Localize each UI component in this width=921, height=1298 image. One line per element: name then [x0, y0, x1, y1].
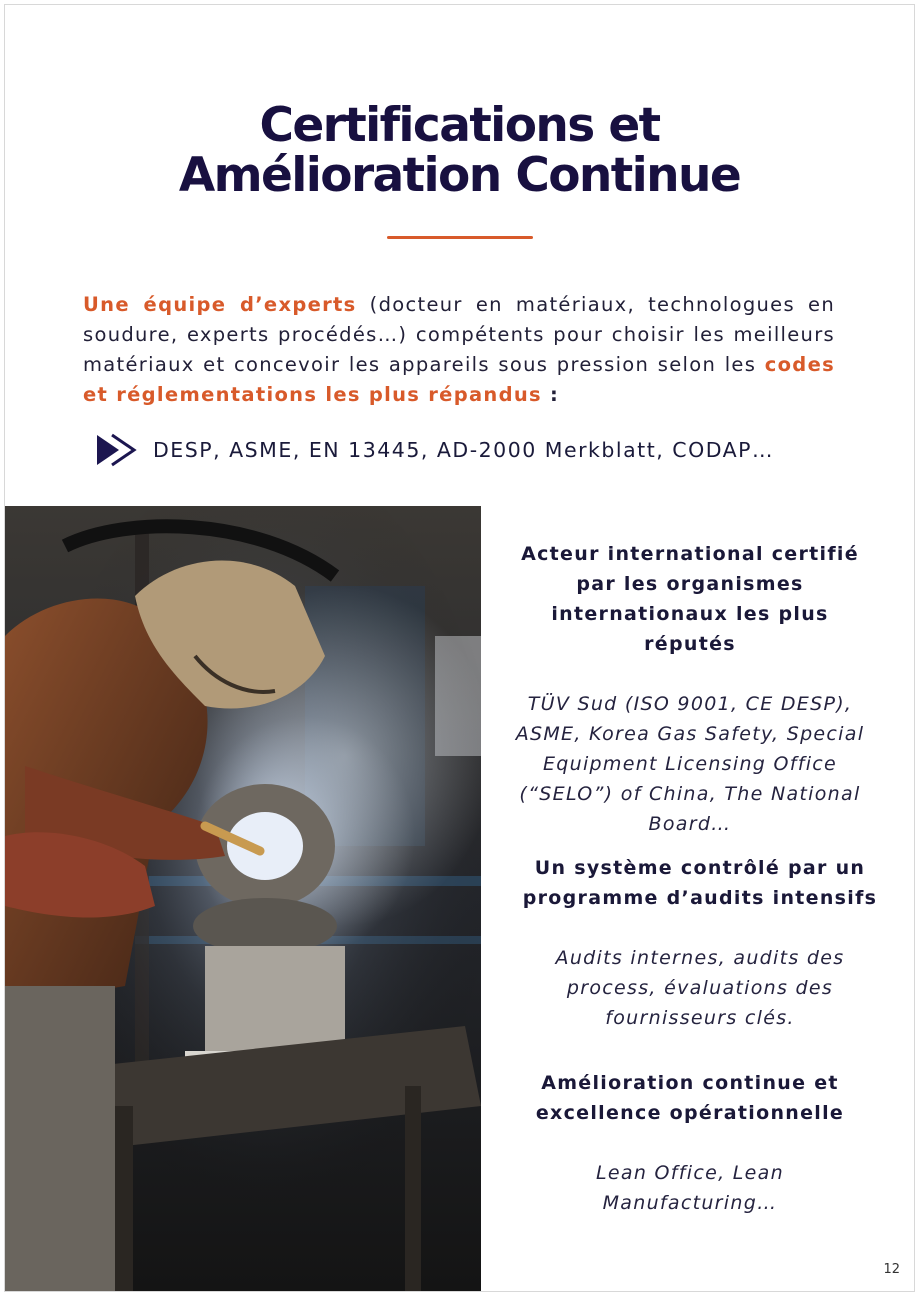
section-1-text: TÜV Sud (ISO 9001, CE DESP), ASME, Korea Gas Safety, Special Equipment Licensing Office (“SELO”) of China, The National Board… — [515, 693, 865, 835]
section-2 — [515, 853, 885, 1033]
page-title — [5, 98, 914, 203]
document-page — [4, 4, 915, 1292]
title-divider — [387, 236, 533, 239]
page-title-line-2: Amélioration Continue — [178, 148, 741, 203]
codes-text: DESP, ASME, EN 13445, AD-2000 Merkblatt, CODAP… — [153, 438, 775, 462]
welder-illustration — [5, 506, 481, 1292]
intro-lead: Une équipe d’experts — [83, 293, 357, 316]
intro-colon: : — [541, 383, 560, 406]
section-3 — [505, 1068, 875, 1218]
codes-list-item — [95, 432, 774, 468]
section-2-title: Un système contrôlé par un programme d’audits intensifs — [522, 857, 878, 909]
intro-highlight: codes et réglementations les plus répandus — [83, 353, 835, 406]
page-number: 12 — [883, 1262, 900, 1277]
welder-photo — [5, 506, 481, 1292]
section-2-text: Audits internes, audits des process, évaluations des fournisseurs clés. — [555, 947, 845, 1029]
section-1 — [505, 539, 875, 839]
double-chevron-right-icon — [95, 433, 139, 467]
section-3-title: Amélioration continue et excellence opérationnelle — [535, 1072, 845, 1124]
page-title-line-1: Certifications et — [259, 98, 660, 153]
section-3-text: Lean Office, Lean Manufacturing… — [596, 1162, 784, 1214]
intro-paragraph — [83, 290, 835, 410]
section-1-title: Acteur international certifié par les organismes internationaux les plus réputés — [521, 543, 859, 655]
intro-body: (docteur en matériaux, technologues en soudure, experts procédés…) compétents pour choisir les meilleurs matériaux et concevoir les appareils sous pression selon les — [83, 293, 835, 376]
